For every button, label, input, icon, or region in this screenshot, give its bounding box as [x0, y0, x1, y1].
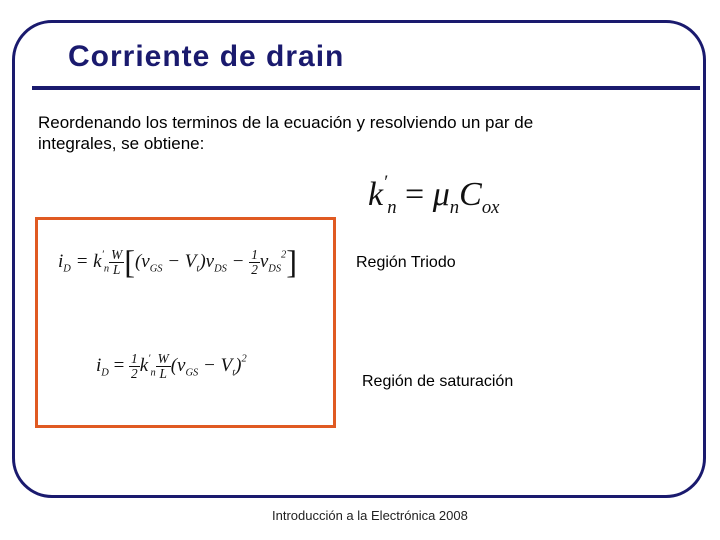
triode-l: L — [112, 262, 121, 277]
triode-k-prime: ′ — [101, 249, 104, 261]
sat-i-sub: D — [101, 367, 109, 379]
kn-prime: ′ — [383, 172, 388, 193]
sat-w-over-l — [156, 352, 171, 381]
label-region-triodo: Región Triodo — [356, 254, 456, 271]
triode-i: i — [58, 250, 64, 272]
sat-k-sub: n — [150, 367, 156, 379]
triode-open-bracket: [ — [124, 244, 135, 280]
sat-minus-vt: − V — [198, 354, 233, 376]
sat-vgs: (v — [170, 354, 186, 376]
kn-sub: n — [387, 197, 397, 219]
triode-half-den: 2 — [251, 262, 258, 277]
sat-vgs-sub: GS — [185, 367, 199, 379]
footer-text: Introducción a la Electrónica 2008 — [272, 508, 468, 523]
triode-vds2-sub: DS — [268, 263, 282, 275]
title-underline — [32, 86, 700, 90]
sat-vt-sub: t — [232, 367, 236, 379]
saturation-equation — [96, 352, 247, 381]
label-region-saturacion: Región de saturación — [362, 373, 514, 390]
triode-minus: − — [226, 250, 250, 272]
sat-half-den: 2 — [131, 365, 138, 381]
slide-title: Corriente de drain — [68, 40, 345, 73]
triode-w: W — [111, 247, 123, 263]
triode-k-sub: n — [103, 263, 110, 275]
sat-l: L — [159, 365, 167, 381]
kn-lhs: k — [368, 175, 384, 213]
triode-vds2-sup: 2 — [281, 249, 287, 261]
triode-i-sub: D — [63, 263, 71, 275]
sat-w: W — [157, 351, 169, 366]
triode-eq-k: = k — [70, 250, 102, 272]
kn-equation — [368, 172, 499, 219]
sat-i: i — [96, 354, 102, 376]
sat-equals: = — [108, 354, 130, 376]
triode-vt-sub: t — [196, 263, 200, 275]
kn-mu-sub: n — [449, 197, 460, 219]
sat-half-num: 1 — [131, 351, 138, 366]
triode-w-over-l — [109, 248, 124, 277]
kn-c-sub: ox — [481, 197, 500, 219]
triode-half — [249, 248, 260, 277]
intro-text: Reordenando los terminos de la ecuación y resolviendo un par de integrales, se obtiene: — [38, 113, 534, 153]
sat-k: k — [139, 354, 149, 376]
sat-half — [129, 352, 140, 381]
triode-vds2: v — [259, 250, 269, 272]
triode-equation — [58, 244, 297, 281]
sat-square: 2 — [241, 353, 247, 365]
triode-vds-sub: DS — [214, 263, 227, 275]
triode-vgs-sub: GS — [149, 263, 163, 275]
kn-c: C — [459, 175, 482, 213]
triode-vds: )v — [199, 250, 215, 272]
sat-close-paren: ) — [235, 354, 242, 376]
sat-k-prime: ′ — [148, 353, 151, 365]
triode-half-num: 1 — [251, 247, 258, 263]
triode-minus-vt: − V — [162, 250, 197, 272]
triode-vgs: (v — [134, 250, 150, 272]
triode-close-bracket: ] — [286, 244, 298, 280]
kn-mu: μ — [432, 175, 450, 213]
kn-equals: = — [396, 175, 433, 213]
